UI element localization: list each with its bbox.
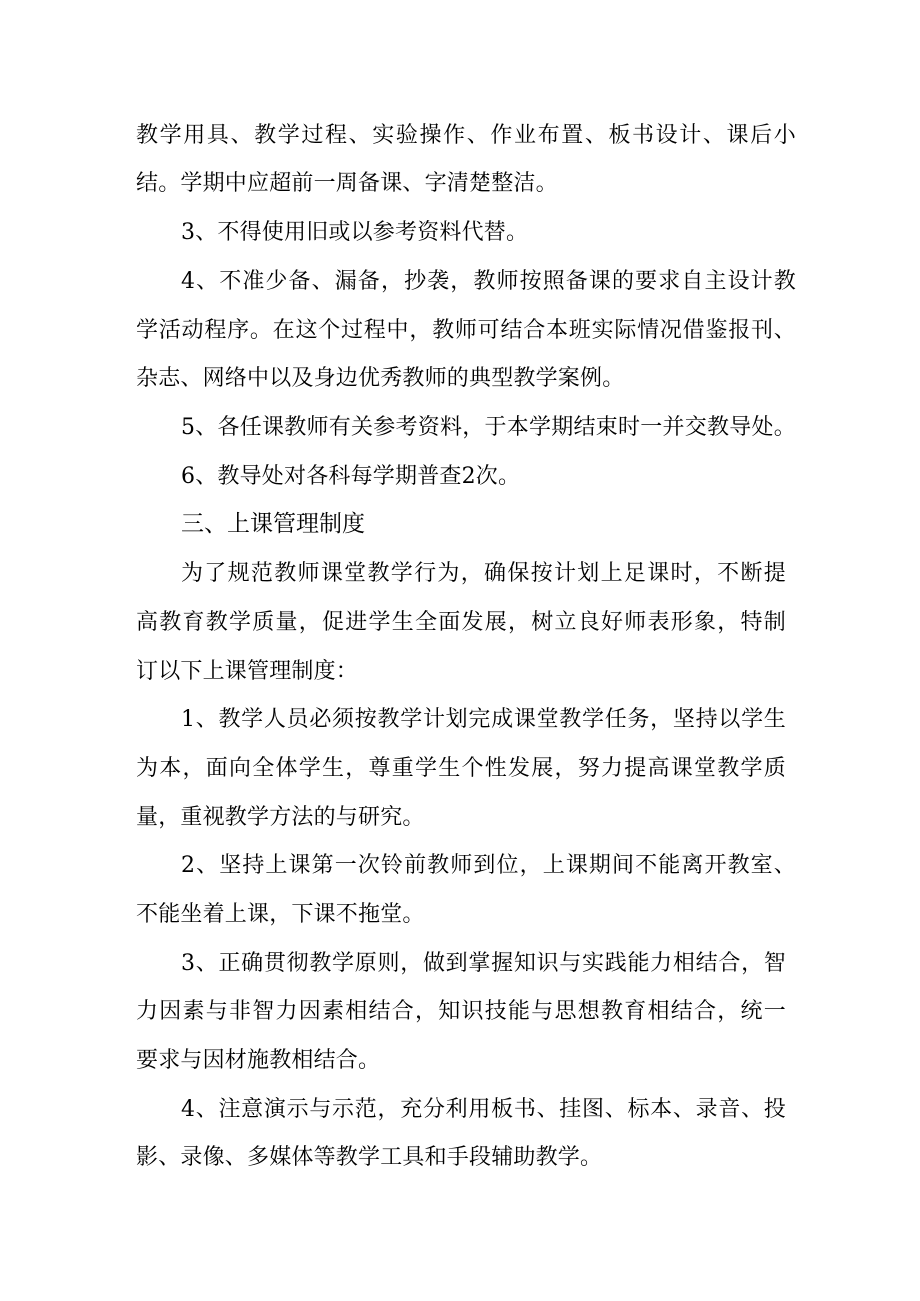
text-line: 4、注意演示与示范，充分利用板书、挂图、标本、录音、投 — [181, 1097, 786, 1122]
text-line: 影、录像、多媒体等教学工具和手段辅助教学。 — [136, 1145, 603, 1170]
text-line: 2、坚持上课第一次铃前教师到位，上课期间不能离开教室、 — [181, 853, 796, 878]
text-line: 5、各任课教师有关参考资料，于本学期结束时一并交教导处。 — [181, 415, 796, 440]
text-line: 要求与因材施教相结合。 — [136, 1048, 381, 1073]
section-heading: 三、上课管理制度 — [181, 511, 365, 537]
text-line: 不能坐着上课，下课不拖堂。 — [136, 902, 425, 927]
text-line: 4、不准少备、漏备，抄袭，教师按照备课的要求自主设计教 — [181, 269, 796, 294]
text-line: 6、教导处对各科每学期普查2次。 — [181, 464, 521, 489]
text-line: 为本，面向全体学生，尊重学生个性发展，努力提高课堂教学质 — [136, 756, 786, 781]
text-line: 3、正确贯彻教学原则，做到掌握知识与实践能力相结合，智 — [181, 951, 786, 976]
text-line: 学活动程序。在这个过程中，教师可结合本班实际情况借鉴报刊、 — [136, 318, 796, 343]
text-line: 订以下上课管理制度： — [136, 659, 359, 684]
text-line: 为了规范教师课堂教学行为，确保按计划上足课时，不断提 — [181, 561, 786, 586]
text-line: 3、不得使用旧或以参考资料代替。 — [181, 220, 529, 245]
text-line: 力因素与非智力因素相结合，知识技能与思想教育相结合，统一 — [136, 999, 786, 1024]
text-line: 量，重视教学方法的与研究。 — [136, 805, 425, 830]
text-line: 教学用具、教学过程、实验操作、作业布置、板书设计、课后小 — [136, 123, 796, 148]
text-line: 1、教学人员必须按教学计划完成课堂教学任务，坚持以学生 — [181, 707, 786, 732]
text-line: 结。学期中应超前一周备课、字清楚整洁。 — [136, 171, 558, 196]
text-line: 杂志、网络中以及身边优秀教师的典型教学案例。 — [136, 366, 625, 391]
text-line: 高教育教学质量，促进学生全面发展，树立良好师表形象，特制 — [136, 610, 786, 635]
